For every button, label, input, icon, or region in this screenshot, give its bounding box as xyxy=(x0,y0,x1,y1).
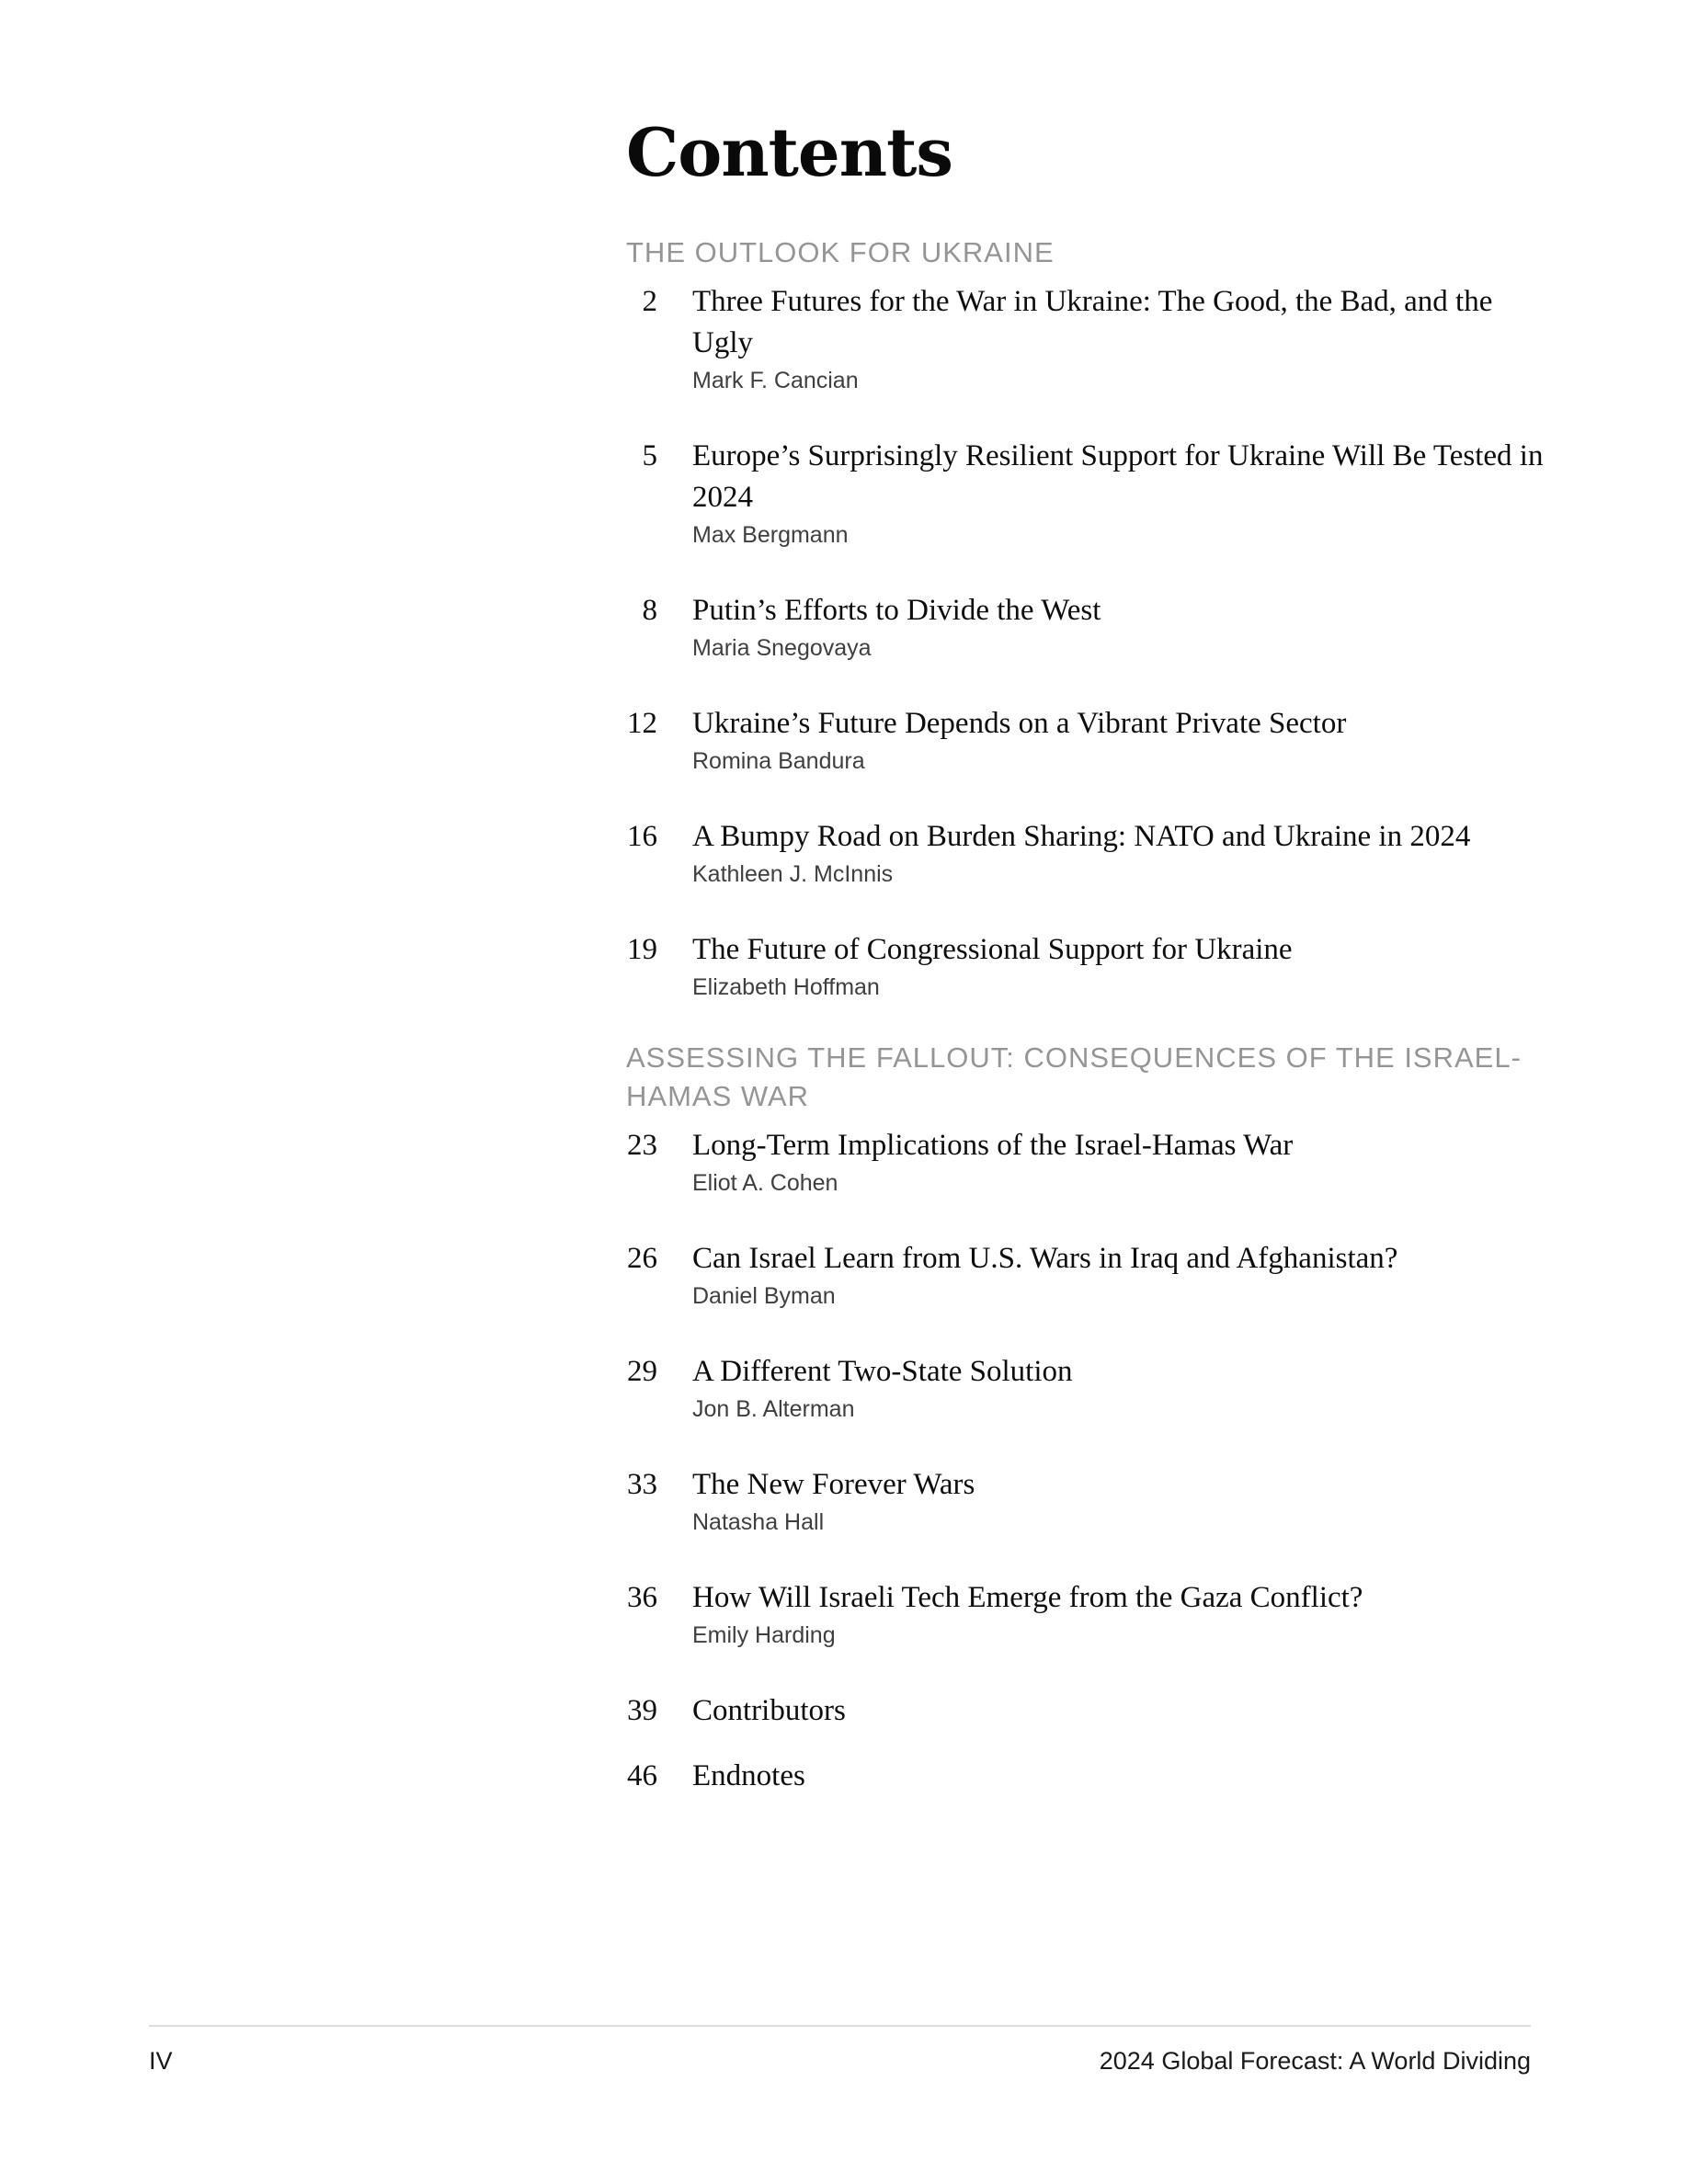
page-number: 12 xyxy=(627,707,657,740)
entry-author: Jon B. Alterman xyxy=(692,1396,855,1422)
page-number: 29 xyxy=(627,1355,657,1388)
toc-entry[interactable] xyxy=(626,1351,1545,1424)
footer-publication-title: 2024 Global Forecast: A World Dividing xyxy=(1099,2047,1531,2075)
entry-title: Endnotes xyxy=(692,1759,805,1792)
entry-title: Three Futures for the War in Ukraine: The Good, the Bad, and the Ugly xyxy=(692,285,1493,359)
entry-title: The New Forever Wars xyxy=(692,1468,975,1501)
toc-entry[interactable] xyxy=(626,590,1545,663)
page-number: 26 xyxy=(627,1242,657,1275)
toc-entry[interactable] xyxy=(626,929,1545,1002)
entry-title: Contributors xyxy=(692,1694,846,1727)
toc-entry[interactable] xyxy=(626,816,1545,889)
toc-entry-contributors[interactable] xyxy=(626,1690,1545,1732)
page-number: 19 xyxy=(627,933,657,966)
toc-entry[interactable] xyxy=(626,1125,1545,1198)
entry-author: Emily Harding xyxy=(692,1622,836,1648)
section-heading-ukraine: THE OUTLOOK FOR UKRAINE xyxy=(626,236,1055,268)
toc-entry[interactable] xyxy=(626,281,1545,395)
toc-entry[interactable] xyxy=(626,1577,1545,1650)
toc-entry[interactable] xyxy=(626,1464,1545,1537)
entry-title: How Will Israeli Tech Emerge from the Gaza Conflict? xyxy=(692,1581,1363,1614)
footer-divider xyxy=(149,2025,1531,2027)
page-number: 39 xyxy=(627,1694,657,1727)
page-number: 23 xyxy=(627,1129,657,1162)
footer-page-number: IV xyxy=(149,2047,173,2075)
page-number: 2 xyxy=(642,285,657,318)
toc-entry[interactable] xyxy=(626,703,1545,776)
table-of-contents xyxy=(626,108,1545,1821)
page-number: 36 xyxy=(627,1581,657,1614)
toc-entry[interactable] xyxy=(626,436,1545,550)
toc-entry[interactable] xyxy=(626,1238,1545,1311)
entry-title: Europe’s Surprisingly Resilient Support for Ukraine Will Be Tested in 2024 xyxy=(692,439,1544,514)
entry-title: A Bumpy Road on Burden Sharing: NATO and Ukraine in 2024 xyxy=(692,820,1471,853)
page-number: 46 xyxy=(627,1759,657,1792)
entry-author: Mark F. Cancian xyxy=(692,368,859,393)
entry-title: Putin’s Efforts to Divide the West xyxy=(692,594,1101,627)
entry-author: Maria Snegovaya xyxy=(692,635,872,661)
entry-title: Long-Term Implications of the Israel-Hamas War xyxy=(692,1129,1294,1162)
page-number: 5 xyxy=(642,439,657,472)
entry-author: Natasha Hall xyxy=(692,1509,825,1535)
entry-author: Romina Bandura xyxy=(692,748,865,774)
entry-title: Can Israel Learn from U.S. Wars in Iraq and Afghanistan? xyxy=(692,1242,1398,1275)
page-number: 16 xyxy=(627,820,657,853)
page-number: 8 xyxy=(642,594,657,627)
entry-title: A Different Two-State Solution xyxy=(692,1355,1073,1388)
page-number: 33 xyxy=(627,1468,657,1501)
entry-author: Daniel Byman xyxy=(692,1283,836,1309)
page-title: Contents xyxy=(626,113,952,191)
entry-author: Elizabeth Hoffman xyxy=(692,974,880,1000)
toc-entry-endnotes[interactable] xyxy=(626,1756,1545,1797)
entry-author: Eliot A. Cohen xyxy=(692,1170,838,1196)
section-heading-israel-hamas: ASSESSING THE FALLOUT: CONSEQUENCES OF THE ISRAEL-HAMAS WAR xyxy=(626,1041,1522,1112)
entry-author: Kathleen J. McInnis xyxy=(692,861,894,887)
entry-title: The Future of Congressional Support for Ukraine xyxy=(692,933,1293,966)
entry-author: Max Bergmann xyxy=(692,522,849,548)
entry-title: Ukraine’s Future Depends on a Vibrant Private Sector xyxy=(692,707,1347,740)
